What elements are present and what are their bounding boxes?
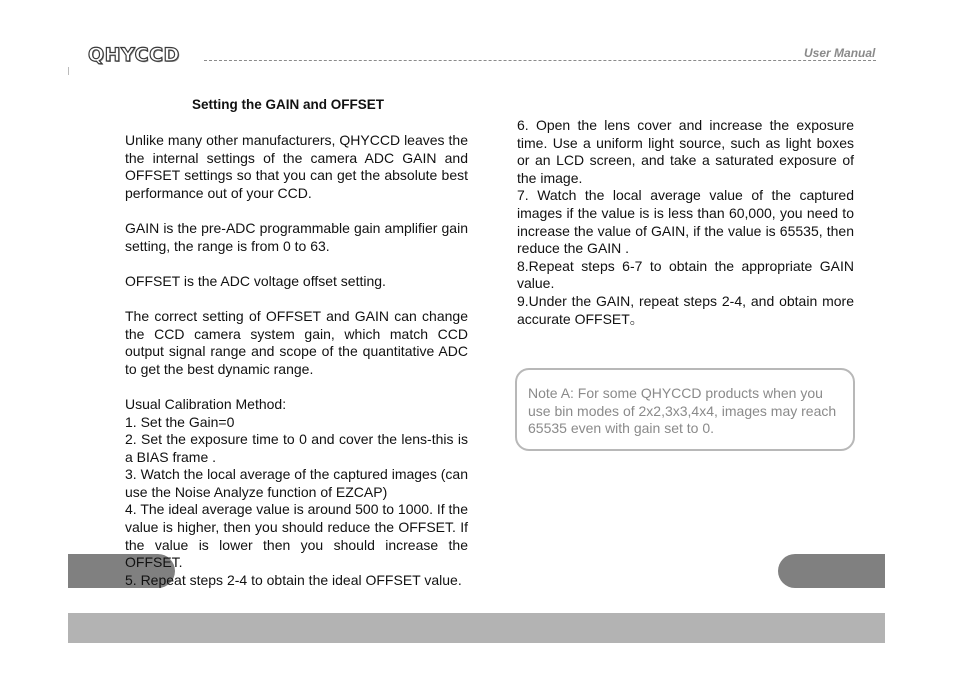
right-page-tab [778, 554, 885, 588]
gain-paragraph: GAIN is the pre-ADC programmable gain amplifier gain setting, the range is from 0 to 63. [125, 219, 468, 254]
step-item: 8.Repeat steps 6-7 to obtain the appropriate GAIN value. [517, 257, 854, 292]
step-item: 7. Watch the local average value of the captured images if the value is is less than 60,000, you need to increase the value of GAIN, if the value is 65535, then reduce the GAIN . [517, 187, 854, 257]
note-box [515, 368, 855, 451]
step-item: 4. The ideal average value is around 500 to 1000. If the value is higher, then you should reduce the OFFSET. If the value is lower then you should increase the OFFSET. [125, 501, 468, 571]
left-column [125, 132, 468, 589]
note-text: Note A: For some QHYCCD products when you use bin modes of 2x2,3x3,4x4, images may reach 65535 even with gain set to 0. [528, 385, 837, 437]
user-manual-label: User Manual [804, 46, 876, 60]
section-title: Setting the GAIN and OFFSET [192, 97, 384, 112]
method-heading: Usual Calibration Method: [125, 395, 287, 412]
qhyccd-logo: QHYCCD [88, 44, 180, 66]
header-divider [204, 60, 876, 61]
step-item: 2. Set the exposure time to 0 and cover the lens-this is a BIAS frame . [125, 431, 468, 465]
intro-paragraph: Unlike many other manufacturers, QHYCCD leaves the the internal settings of the camera ADC GAIN and OFFSET settings so that you can get the absolute best performance out of your CCD. [125, 132, 468, 201]
correct-setting-paragraph: The correct setting of OFFSET and GAIN can change the CCD camera system gain, which match CCD output signal range and scope of the quantitative ADC to get the best dynamic range. [125, 307, 468, 377]
offset-paragraph: OFFSET is the ADC voltage offset setting. [125, 272, 386, 289]
step-item: 9.Under the GAIN, repeat steps 2-4, and obtain more accurate OFFSET。 [517, 292, 854, 327]
step-item: 1. Set the Gain=0 [125, 413, 235, 430]
step-item: 6. Open the lens cover and increase the exposure time. Use a uniform light source, such as light boxes or an LCD screen, and take a saturated exposure of the image. [517, 117, 854, 186]
footer-bar [68, 613, 885, 643]
margin-mark [68, 67, 69, 75]
step-item: 3. Watch the local average of the captured images (can use the Noise Analyze function of EZCAP) [125, 466, 468, 500]
step-item: 5. Repeat steps 2-4 to obtain the ideal OFFSET value. [125, 571, 462, 588]
right-column [517, 117, 854, 328]
